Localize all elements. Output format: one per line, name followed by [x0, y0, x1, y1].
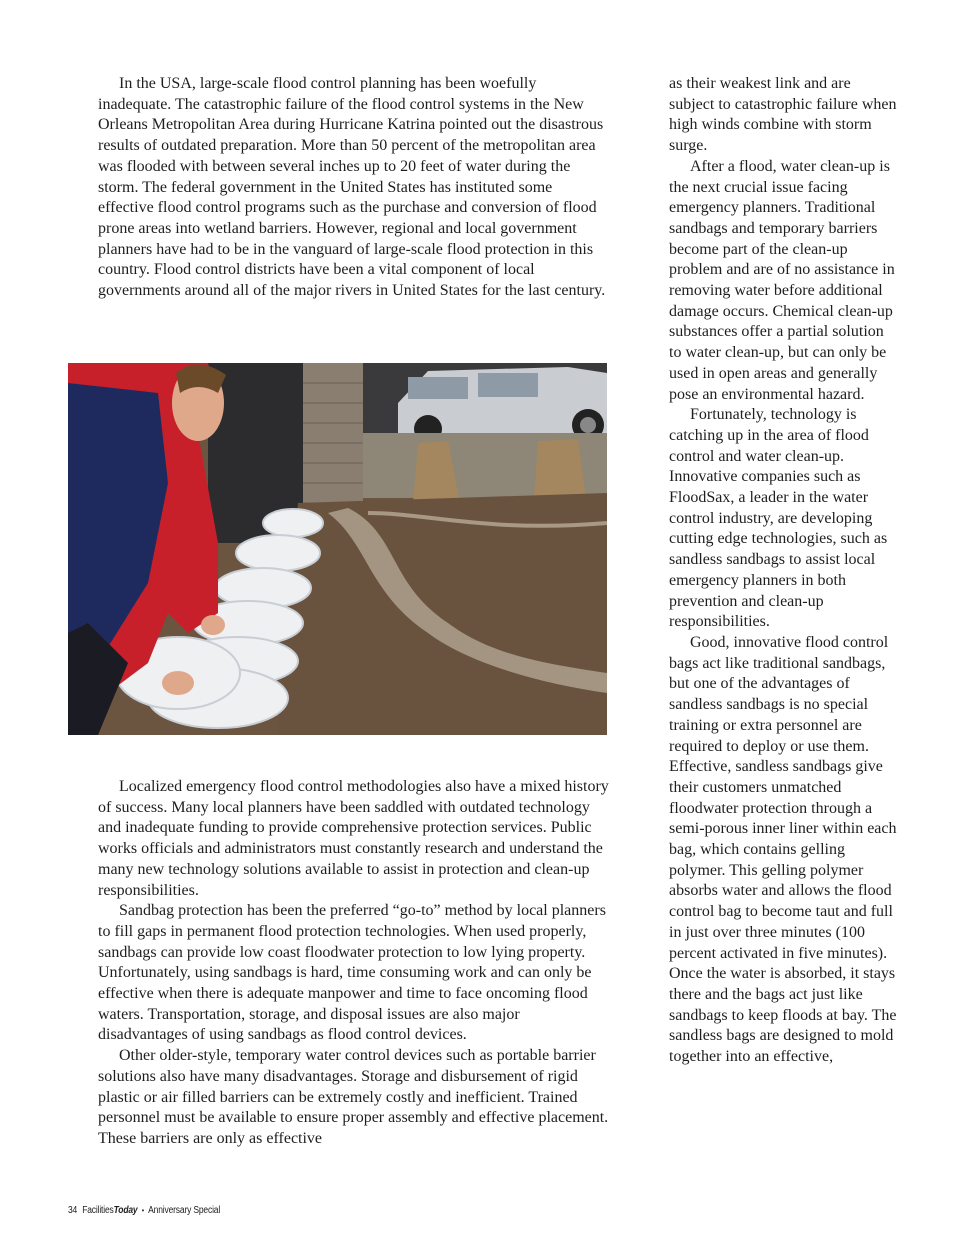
magazine-brand-part1: Facilities	[82, 1205, 114, 1216]
paragraph: Good, innovative flood control bags act like traditional sandbags, but one of the advantages of sandless sandbags is no special training or extra personnel are required to deploy or use them. Effective, sandless sandbags give their customers unmatched floodwater protection through a semi-porous inner liner within each bag, which contains gelling polymer. This gelling polymer absorbs water and allows the flood control bag to become taut and full in just over three minutes (100 percent activated in five minutes). Once the water is absorbed, it stays there and the bags act just like sandbags to keep floods at bay. The sandless bags are designed to mold together into an effective,	[669, 633, 897, 1066]
paragraph: Sandbag protection has been the preferred “go-to” method by local planners to fill gaps in permanent flood protection technologies. When used properly, sandbags can provide low coast floodwater protection to low lying property. Unfortunately, using sandbags is hard, time consuming work and can only be effective when there is adequate manpower and time to face oncoming flood waters. Transportation, storage, and disposal issues are also major disadvantages of using sandbags as flood control devices.	[98, 902, 606, 1044]
parked-car	[398, 367, 607, 443]
lower-article-column	[98, 777, 610, 1150]
paragraph: Localized emergency flood control methodologies also have a mixed history of success. Many local planners have been saddled with outdated technology and inadequate funding to provide comprehensive protection services. Public works officials and administrators must constantly research and understand the many new technology solutions available to assist in protection and clean-up responsibilities.	[98, 778, 609, 899]
paragraph: as their weakest link and are subject to catastrophic failure when high winds combine with storm surge.	[669, 75, 897, 155]
top-article-column	[98, 74, 610, 302]
paragraph: After a flood, water clean-up is the next crucial issue facing emergency planners. Traditional sandbags and temporary barriers become part of the clean-up problem and are of no assistance in removing water before additional damage occurs. Chemical clean-up substances offer a partial solution to water clean-up, but can only be used in open areas and generally pose an environmental hazard.	[669, 157, 895, 403]
paragraph: In the USA, large-scale flood control planning has been woefully inadequate. The catastrophic failure of the flood control systems in the New Orleans Metropolitan Area during Hurricane Katrina pointed out the disastrous results of outdated preparation. More than 50 percent of the metropolitan area was flooded with between several inches up to 20 feet of water during the storm. The federal government in the United States has instituted some effective flood control programs such as the purchase and conversion of flood prone areas into wetland barriers. However, regional and local government planners have had to be in the vanguard of large-scale flood protection in this country. Flood control districts have been a vital component of local governments around all of the major rivers in United States for the last century.	[98, 75, 606, 300]
footer-separator: •	[141, 1206, 144, 1215]
page-number: 34	[68, 1205, 78, 1216]
paragraph: Other older-style, temporary water control devices such as portable barrier solutions also have many disadvantages. Storage and disbursement of rigid plastic or air filled barriers can be extremely costly and inefficient. Trained personnel must be available to ensure proper assembly and effective placement. These barriers are only as effective	[98, 1047, 609, 1147]
flood-photo-illustration	[68, 363, 607, 735]
section-name: Anniversary Special	[148, 1205, 221, 1216]
page-footer	[68, 1205, 220, 1216]
magazine-brand-part2: Today	[113, 1205, 138, 1216]
paragraph: Fortunately, technology is catching up in the area of flood control and water clean-up. Innovative companies such as FloodSax, a leader in the water control industry, are developing cutting edge technologies, such as sandless sandbags to assist local emergency planners in both prevention and clean-up responsibilities.	[669, 406, 888, 631]
right-article-column	[669, 74, 897, 1068]
flood-photo	[68, 363, 607, 735]
